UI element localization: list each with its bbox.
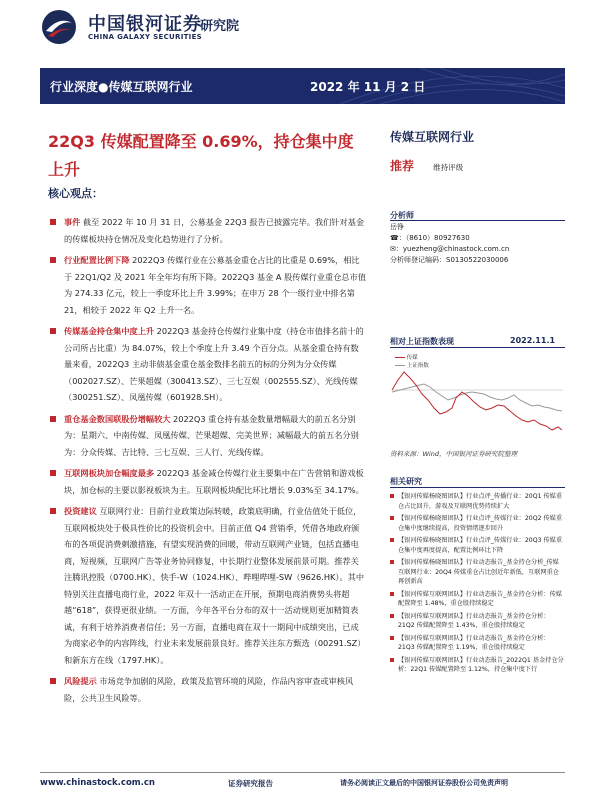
- bullet-square-icon: [390, 494, 394, 498]
- related-item[interactable]: [390, 492, 565, 511]
- bullet-lead: 投资建议: [64, 506, 97, 516]
- related-item[interactable]: [390, 558, 565, 587]
- bullet-square-icon: [50, 508, 56, 514]
- divider: [390, 220, 565, 221]
- related-item[interactable]: [390, 590, 565, 609]
- related-research-list: [390, 492, 565, 678]
- chart-date: 2022.11.1: [510, 336, 556, 345]
- analyst-cert: 分析师登记编码：S0130522030006: [390, 256, 509, 264]
- bullet-text: 2022Q3 基金持仓传媒行业集中度（持仓市值排名前十的公司所占比重）为 84.07%，较上个季度上升 3.49 个百分点。从基金重仓持有数量来看，2022Q3 主动非债基金重仓基金数排名前五的标的分列为分众传媒（002027.SZ）、芒果超媒（300413.SZ）、三七互娱（002555.SZ）、光线传媒（300251.SZ）、凤凰传媒（601928.SH）。: [64, 326, 364, 402]
- report-title: 22Q3 传媒配置降至 0.69%，持仓集中度上升: [48, 132, 354, 179]
- legend-label-index: 上证指数: [406, 363, 429, 369]
- rating-row: [390, 155, 565, 174]
- bullet-square-icon: [390, 516, 394, 520]
- chart-source: 资料来源：Wind，中国银河证券研究院整理: [390, 450, 517, 458]
- analyst-phone: ☎：（8610）80927630: [390, 234, 470, 242]
- bullet-square-icon: [390, 560, 394, 564]
- footer-report-type: 证券研究报告: [228, 779, 273, 788]
- divider: [390, 347, 565, 348]
- chart-heading: 相对上证指数表现: [390, 337, 454, 346]
- list-item: [48, 252, 366, 318]
- related-item[interactable]: [390, 612, 565, 631]
- core-points-label: 核心观点：: [48, 187, 103, 200]
- footer-website-link[interactable]: www.chinastock.com.cn: [40, 778, 155, 788]
- analyst-name: 岳铮: [390, 223, 404, 231]
- list-item: [48, 323, 366, 406]
- bullet-lead: 风险提示: [64, 676, 97, 686]
- bullet-square-icon: [50, 257, 56, 263]
- bullet-text: 2022Q3 传媒行业在公募基金重仓占比的比重是 0.69%，相比于 22Q1/Q2 及 2021 年全年均有所下降。2022Q3 基金 A 股传媒行业重仓总市值为 274.33 亿元，较上一季度环比上升 3.99%；在申万 28 个一级行业中排名第 21，相较于 2022 年 Q2 上升一名。: [64, 255, 366, 315]
- bullet-lead: 互联网板块加仓幅度最多: [64, 468, 155, 478]
- bullet-text: 2022Q3 基金减仓传媒行业主要集中在广告营销和游戏板块，加仓标的主要以影视板块为主。互联网板块配比环比增长 9.03%至 34.17%。: [64, 468, 364, 495]
- category-band: [40, 68, 565, 104]
- bullet-text: 市场竞争加剧的风险，政策及监管环境的风险，作品内容审查或审核风险，公共卫生风险等。: [64, 676, 354, 703]
- rating-status: 维持评级: [433, 163, 464, 172]
- legend-swatch-index: [395, 365, 405, 366]
- footer-divider: [40, 772, 565, 773]
- bullet-text: 2022Q3 重仓持有基金数量增幅最大的前五名分别为：星期六、中南传媒、凤凰传媒、芒果超媒、完美世界；减幅最大的前五名分别为：分众传媒、吉比特、三七互娱、三人行、光线传媒。: [64, 413, 359, 457]
- analyst-heading: 分析师: [390, 211, 414, 220]
- industry-name: 传媒互联网行业: [390, 130, 475, 144]
- bullet-lead: 行业配置比例下降: [64, 255, 130, 265]
- related-item-text: 【银河传媒互联网团队】行业动态报告_基金持仓分析：21Q3 传媒配置降至 1.19%，重仓股持续稳定: [398, 634, 550, 651]
- sidebar-summary: [390, 128, 565, 174]
- legend-swatch-media: [395, 357, 405, 358]
- bullet-square-icon: [50, 328, 56, 334]
- chart-legend: [395, 354, 429, 370]
- brand-name-cn: 中国银河证券: [88, 14, 202, 35]
- analyst-email[interactable]: ✉：yuezheng@chinastock.com.cn: [390, 245, 510, 253]
- brand-name-en: CHINA GALAXY SECURITIES: [88, 33, 202, 41]
- list-item: [48, 465, 366, 498]
- bullet-square-icon: [390, 636, 394, 640]
- bullet-square-icon: [390, 614, 394, 618]
- series-media-line: [392, 372, 562, 430]
- galaxy-logo-icon: [40, 8, 78, 46]
- bullet-text: 截至 2022 年 10 月 31 日，公募基金 22Q3 报告已披露完毕。我们针对基金的传媒板块持仓情况及变化趋势进行了分析。: [64, 217, 365, 244]
- key-points-list: [48, 214, 366, 711]
- report-date: 2022 年 11 月 2 日: [310, 80, 426, 94]
- related-item[interactable]: [390, 634, 565, 653]
- bullet-square-icon: [50, 219, 56, 225]
- related-item-text: 【银河传媒杨晓图团队】行业点评_传播行业：20Q1 传媒重仓占比回升，游戏及互联网优势持续扩大: [398, 493, 563, 510]
- rating-label: 推荐: [390, 159, 415, 173]
- bullet-square-icon: [390, 592, 394, 596]
- bullet-lead: 重仓基金数国联股份增幅较大: [64, 413, 171, 424]
- related-item-text: 【银河传媒杨晓图团队】行业点评_传媒行业：20Q2 传媒重仓集中度继续提高，投资情绪逐步回升: [398, 515, 563, 532]
- bullet-square-icon: [50, 416, 56, 422]
- institute-label: 研究院: [200, 19, 240, 34]
- related-item-text: 【银河传媒互联网团队】行业动态报告_基金持仓分析：21Q2 传媒配置降至 1.43%，重仓股持续稳定: [398, 612, 550, 629]
- report-category: 行业深度●传媒互联网行业: [50, 80, 193, 94]
- bullet-text: 互联网行业：目前行业政策边际转暖，政策底明确，行业估值处于低位，互联网板块处于极具性价比的投资机会中。目前正值 Q4 营销季，凭借各地政府颁布的各项促消费刺激措施，有望实现消费的回暖，带动互联网产业链，包括直播电商，短视频，互联网广告等业务协同修复，中长期行业整体发展前景可期。推荐关注腾讯控股（0700.HK）、快手-W（1024.HK）、哔哩哔哩-SW（9626.HK）。其中特别关注直播电商行业，2022 年双十一活动正在开展，预期电商消费势头将超越“618”，获得更很业绩。一方面，今年各平台分布的双十一活动规则更加精简表诚，有利于培养消费者信任；另一方面，直播电商在双十一期间中成绩突出，已成为商家必争的内容阵线，行业未来发展前景良好。推荐关注东方甄选（00291.SZ）和新东方在线（1797.HK）。: [64, 506, 366, 665]
- related-heading: 相关研究: [390, 477, 422, 486]
- list-item: [48, 673, 366, 706]
- bullet-square-icon: [50, 470, 56, 476]
- list-item: [48, 214, 366, 247]
- related-item[interactable]: [390, 514, 565, 533]
- list-item: [48, 503, 366, 668]
- bullet-lead: 事件: [64, 217, 81, 227]
- related-item-text: 【银河传媒互联网团队】行业动态报告_2022Q1 基金持仓分析：22Q1 传媒配置降至 1.12%，持仓集中度下行: [398, 656, 564, 673]
- bullet-square-icon: [390, 538, 394, 542]
- related-item-text: 【银河传媒杨晓图团队】行业点评_传媒行业：20Q3 传媒重仓集中度再度提高，配置比例环比下降: [398, 537, 563, 554]
- bullet-lead: 传媒基金持仓集中度上升: [64, 326, 155, 336]
- report-header: [0, 0, 600, 64]
- legend-label-media: 传媒: [406, 355, 418, 361]
- divider: [390, 487, 565, 488]
- analyst-block: [390, 222, 565, 266]
- bullet-square-icon: [50, 678, 56, 684]
- footer-disclaimer: 请务必阅读正文最后的中国银河证券股份公司免责声明: [340, 779, 508, 787]
- related-item-text: 【银河传媒互联网团队】行业动态报告_基金持仓分析：传媒配置降至 1.48%，重仓股持续稳定: [398, 590, 562, 607]
- related-item[interactable]: [390, 536, 565, 555]
- list-item: [48, 411, 366, 461]
- related-item-text: 【银河传媒杨晓图团队】行业动态报告_基金持仓分析_传媒互联网行业：20Q4 传媒重仓占比创近年新低，互联网重仓再创新高: [398, 559, 559, 585]
- bullet-square-icon: [390, 658, 394, 662]
- related-item[interactable]: [390, 656, 565, 675]
